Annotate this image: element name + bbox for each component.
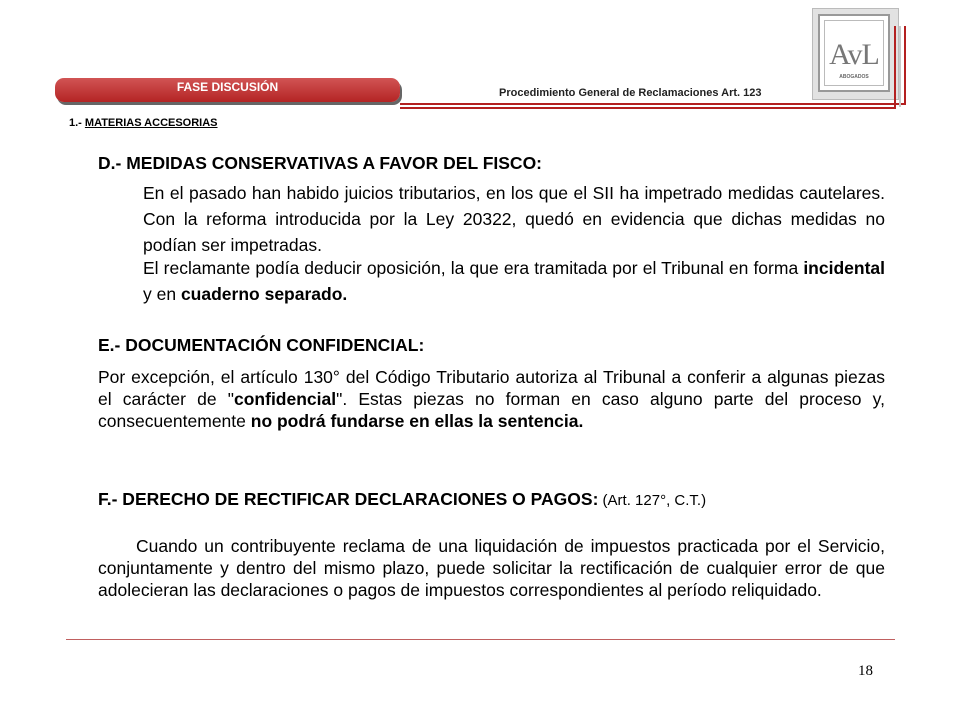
header-rule-vertical (904, 26, 906, 105)
section-subtitle (69, 117, 218, 129)
header-rule (400, 107, 895, 109)
logo-text: AvL (829, 38, 879, 71)
header-rule-vertical (899, 26, 901, 107)
section-f-heading: F.- DERECHO DE RECTIFICAR DECLARACIONES O PAGOS: (Art. 127°, C.T.) (98, 489, 707, 509)
procedure-title: Procedimiento General de Reclamaciones Art. 123 (499, 87, 762, 99)
footer-rule (66, 639, 895, 640)
page-number: 18 (858, 663, 873, 679)
article-reference: (Art. 127°, C.T.) (598, 492, 707, 509)
section-subtitle-label: MATERIAS ACCESORIAS (84, 117, 218, 129)
section-d-paragraph-2: El reclamante podía deducir oposición, la que era tramitada por el Tribunal en forma incidental y en cuaderno separado. (143, 258, 885, 304)
section-number: 1.- (69, 117, 85, 129)
phase-banner (55, 78, 400, 102)
firm-logo (812, 8, 897, 98)
section-d-paragraph-1: En el pasado han habido juicios tributarios, en los que el SII ha impetrado medidas cautelares. Con la reforma introducida por la Ley 20322, quedó en evidencia que dichas medidas no podían ser impetradas. (143, 183, 885, 255)
phase-label: FASE DISCUSIÓN (176, 80, 279, 94)
section-f-paragraph: Cuando un contribuyente reclama de una liquidación de impuestos practicada por el Servicio, conjuntamente y dentro del mismo plazo, puede solicitar la rectificación de cualquier error de que adolecieran las declaraciones o pagos de impuestos correspondientes al período reliquidado. (98, 536, 885, 600)
header-rule-vertical (894, 26, 896, 109)
section-d-heading: D.- MEDIDAS CONSERVATIVAS A FAVOR DEL FISCO: (98, 153, 543, 173)
section-e-paragraph: Por excepción, el artículo 130° del Código Tributario autoriza al Tribunal a conferir a algunas piezas el carácter de "confidencial". Estas piezas no forman en caso alguno parte del proceso y, consecuentemente no podrá fundarse en ellas la sentencia. (98, 367, 885, 431)
section-e-heading: E.- DOCUMENTACIÓN CONFIDENCIAL: (98, 335, 425, 355)
header-rule (400, 103, 905, 105)
logo-subtitle: ABOGADOS (839, 74, 869, 80)
